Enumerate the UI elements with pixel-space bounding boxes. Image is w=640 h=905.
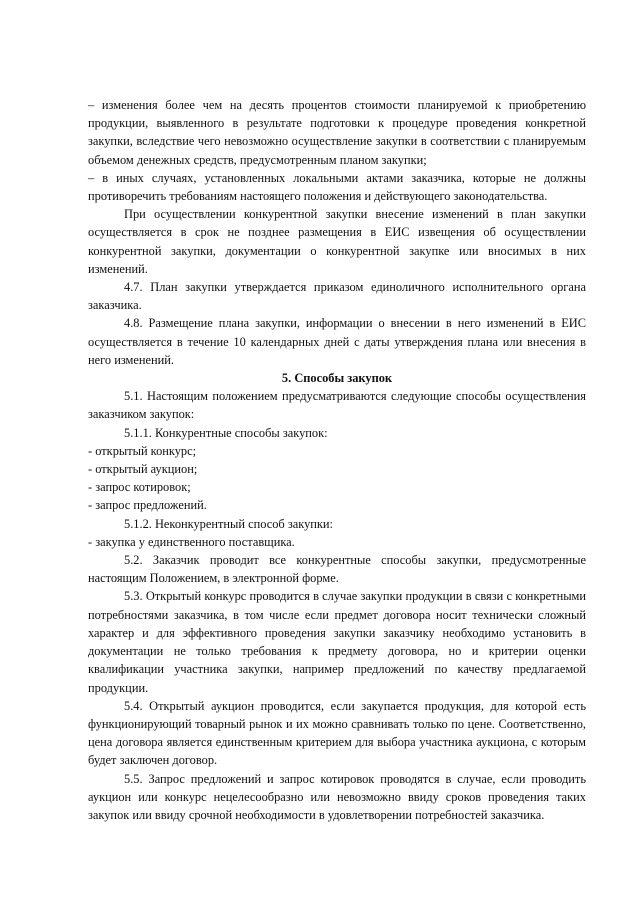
paragraph-5-2: 5.2. Заказчик проводит все конкурентные способы закупки, предусмотренные настоящим Положением, в электронной форме. (88, 553, 586, 586)
paragraph-plan-changes: При осуществлении конкурентной закупки внесение изменений в план закупки осуществляется в срок не позднее размещения в ЕИС извещения об осуществлении конкурентной закупки, документации о конкурентной закупке или вносимых в них изменений. (88, 207, 586, 276)
paragraph-5-1-2: 5.1.2. Неконкурентный способ закупки: (124, 516, 333, 531)
section-heading: 5. Способы закупок (281, 371, 393, 386)
paragraph-5-3: 5.3. Открытый конкурс проводится в случае закупки продукции в связи с конкретными потребностями заказчика, в том числе если предмет договора носит технически сложный характер и для эффективного проведения закупки заказчику необходимо установить в документации не только требования к предмету договора, но и критерии оценки квалификации участника закупки, например предложений по качеству предлагаемой продукции. (88, 589, 586, 695)
paragraph-5-5: 5.5. Запрос предложений и запрос котировок проводятся в случае, если проводить аукцион или конкурс нецелесообразно или невозможно ввиду сроков проведения таких закупок или ввиду срочной необходимости в удовлетворении потребностей заказчика. (88, 771, 586, 822)
list-item-quotation-request: - запрос котировок; (88, 480, 191, 495)
list-item-open-auction: - открытый аукцион; (88, 462, 198, 477)
paragraph-5-4: 5.4. Открытый аукцион проводится, если закупается продукция, для которой есть функционирующий товарный рынок и их можно сравнивать только по цене. Соответственно, цена договора является единственным критерием для выбора участника аукциона, с которым будет заключен договор. (88, 698, 586, 768)
list-item-open-contest: - открытый конкурс; (88, 443, 197, 458)
paragraph-4-8: 4.8. Размещение плана закупки, информации о внесении в него изменений в ЕИС осуществляется в течение 10 календарных дней с даты утверждения плана или внесения в него изменений. (88, 316, 586, 367)
paragraph-5-1-1: 5.1.1. Конкурентные способы закупок: (124, 425, 328, 440)
list-item-price-change: – изменения более чем на десять процентов стоимости планируемой к приобретению продукции, выявленного в результате подготовки к процедуре проведения конкретной закупки, вследствие чего невозможно осуществление закупки в соответствии с планируемым объемом денежных средств, предусмотренным планом закупки; (88, 98, 586, 167)
paragraph-5-1: 5.1. Настоящим положением предусматриваются следующие способы осуществления заказчиком закупок: (88, 389, 586, 422)
list-item-proposal-request: - запрос предложений. (88, 498, 207, 513)
list-item-single-supplier: - закупка у единственного поставщика. (88, 534, 295, 549)
document-body (88, 96, 586, 824)
paragraph-4-7: 4.7. План закупки утверждается приказом единоличного исполнительного органа заказчика. (88, 280, 586, 313)
list-item-other-cases: – в иных случаях, установленных локальными актами заказчика, которые не должны противоречить требованиям настоящего положения и действующего законодательства. (88, 170, 586, 204)
